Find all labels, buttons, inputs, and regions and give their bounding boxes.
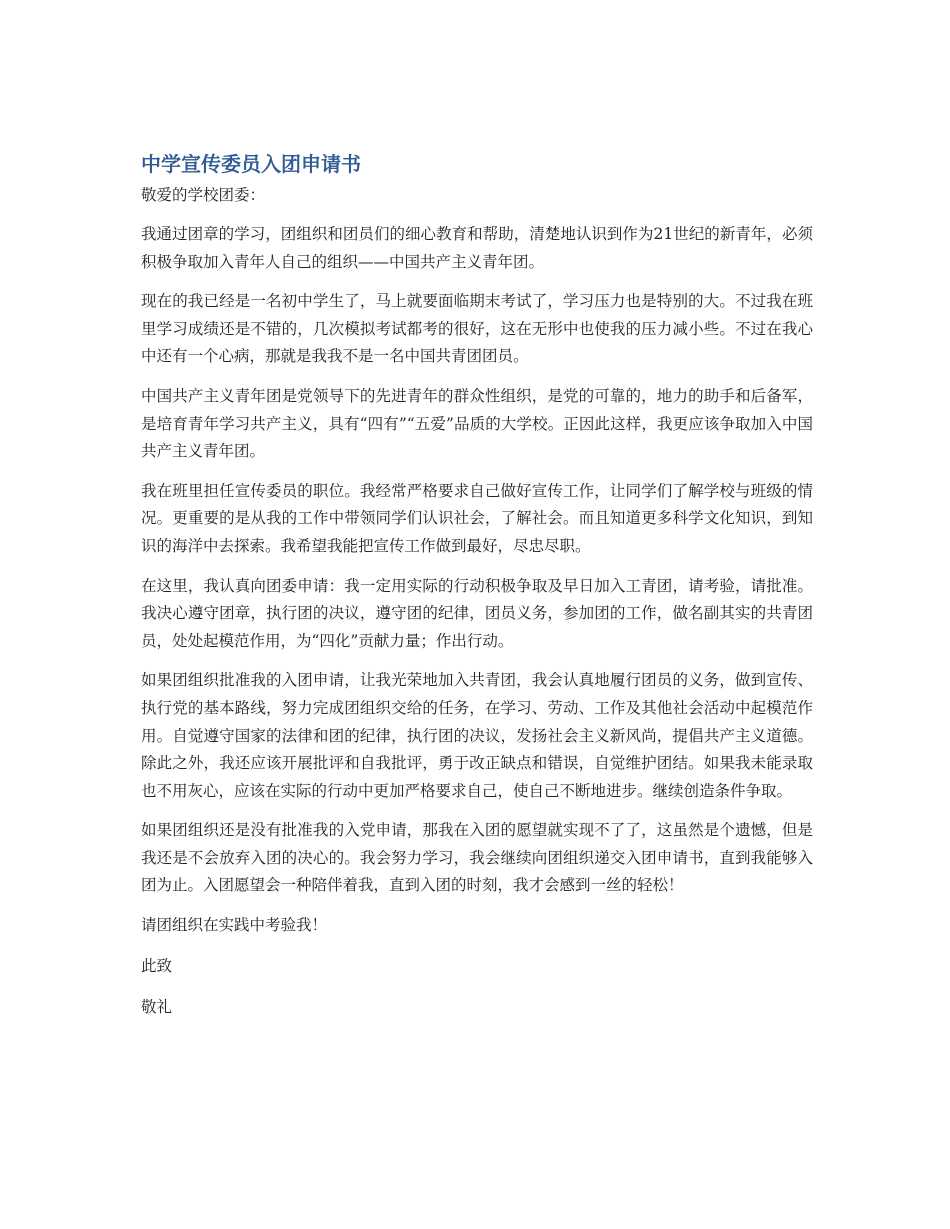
document-title: 中学宣传委员入团申请书	[141, 152, 361, 176]
paragraph-5: 在这里，我认真向团委申请：我一定用实际的行动积极争取及早日加入工青团，请考验，请批准。我决心遵守团章，执行团的决议，遵守团的纪律，团员义务，参加团的工作，做名副其实的共青团员，处处起模范作用，为“四化”贡献力量；作出行动。	[141, 576, 813, 650]
paragraph-1: 我通过团章的学习，团组织和团员们的细心教育和帮助，清楚地认识到作为21世纪的新青年，必须积极争取加入青年人自己的组织——中国共产主义青年团。	[141, 225, 813, 271]
closing-jingli: 敬礼	[141, 997, 173, 1016]
document-page	[141, 150, 813, 1034]
paragraph-2: 现在的我已经是一名初中学生了，马上就要面临期末考试了，学习压力也是特别的大。不过我在班里学习成绩还是不错的，几次模拟考试都考的很好，这在无形中也使我的压力减小些。不过在我心中还有一个心病，那就是我我不是一名中国共青团团员。	[141, 292, 813, 366]
paragraph-6: 如果团组织批准我的入团申请，让我光荣地加入共青团，我会认真地履行团员的义务，做到宣传、执行党的基本路线，努力完成团组织交给的任务，在学习、劳动、工作及其他社会活动中起模范作用。自觉遵守国家的法律和团的纪律，执行团的决议，发扬社会主义新风尚，提倡共产主义道德。除此之外，我还应该开展批评和自我批评，勇于改正缺点和错误，自觉维护团结。如果我未能录取也不用灰心，应该在实际的行动中更加严格要求自己，使自己不断地进步。继续创造条件争取。	[141, 671, 813, 800]
paragraph-4: 我在班里担任宣传委员的职位。我经常严格要求自己做好宣传工作，让同学们了解学校与班级的情况。更重要的是从我的工作中带领同学们认识社会，了解社会。而且知道更多科学文化知识，到知识的海洋中去探索。我希望我能把宣传工作做到最好，尽忠尽职。	[141, 481, 813, 555]
closing-cizhi: 此致	[141, 956, 173, 975]
salutation: 敬爱的学校团委：	[141, 186, 266, 204]
paragraph-8: 请团组织在实践中考验我！	[141, 916, 328, 935]
paragraph-7: 如果团组织还是没有批准我的入党申请，那我在入团的愿望就实现不了了，这虽然是个遗憾，但是我还是不会放弃入团的决心的。我会努力学习，我会继续向团组织递交入团申请书，直到我能够入团为止。入团愿望会一种陪伴着我，直到入团的时刻，我才会感到一丝的轻松！	[141, 821, 813, 895]
paragraph-3: 中国共产主义青年团是党领导下的先进青年的群众性组织，是党的可靠的，地力的助手和后备军，是培育青年学习共产主义，具有“四有”“五爱”品质的大学校。正因此这样，我更应该争取加入中国共产主义青年团。	[141, 386, 813, 461]
